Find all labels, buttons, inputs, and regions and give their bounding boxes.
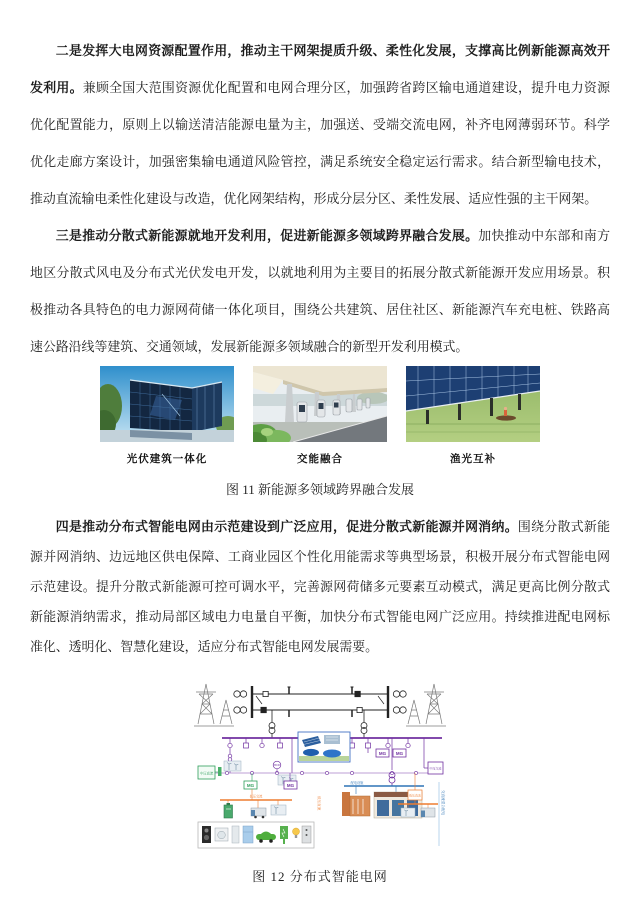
delivery-truck-icon: [421, 808, 435, 817]
bcr-converter-icon: [273, 761, 281, 773]
figure11-caption: 图 11 新能源多领域跨界融合发展: [225, 482, 415, 497]
paragraph-2-body: 兼顾全国大范围资源优化配置和电网合理分区，加强跨省跨区输电通道建设，提升电力资源优化配置能力，原则上以输送清洁能源电量为主，加强送、受端交流电网，补齐电网薄弱环节。科学优化走廊方案设计，加强密集输电通道风险管控，满足系统安全稳定运行需求。结合新型输电技术，推动直流输电柔性化建设与改造，优化网架结构，形成分层分区、柔性发展、适应性强的主干网架。: [30, 81, 611, 206]
meter-panel-icon: [302, 826, 311, 843]
paragraph-2: [30, 33, 610, 218]
fridge-icon: [243, 826, 253, 843]
svg-text:低压交流: 低压交流: [249, 794, 263, 799]
photo-fishery-solar: [406, 366, 540, 466]
washing-machine-icon: [215, 828, 228, 841]
transmission-tower-icon: [194, 684, 234, 726]
bipv-building-photo: [100, 366, 234, 442]
renewables-photo-box: [298, 732, 350, 762]
lv-dc-vertical-label: 低压直流: [317, 796, 321, 811]
transmission-lines: [234, 686, 406, 718]
svg-text:中压直流: 中压直流: [199, 771, 214, 776]
mv-ac-box: [428, 762, 443, 774]
wind-farm-photo-icon: [401, 808, 415, 817]
svg-text:MG: MG: [286, 783, 295, 788]
svg-text:MG: MG: [378, 751, 387, 756]
svg-text:中压交流: 中压交流: [429, 766, 442, 771]
transmission-tower-icon: [406, 684, 446, 726]
figure11-photo-row: [30, 366, 610, 466]
svg-text:MG: MG: [246, 783, 255, 788]
paragraph-3-lead: 三是推动分散式新能源就地开发利用，促进新能源多领域跨界融合发展。: [55, 229, 479, 243]
paragraph-3-body: 加快推动中东部和南方地区分散式风电及分布式光伏发电开发，以就地利用为主要目的拓展分散式新能源开发应用场景。积极推动各具特色的电力源网荷储一体化项目，围绕公共建筑、居住社区、新能源汽车充电桩、铁路高速公路沿线等建筑、交通领域，发展新能源多领域融合的新型开发利用模式。: [30, 229, 611, 354]
paragraph-4-body: 围绕分散式新能源并网消纳、边远地区供电保障、工商业园区个性化用能需求等典型场景，积极开展分布式智能电网示范建设。提升分散式新能源可控可调水平，完善源网荷储多元要素互动模式，满足更高比例分散式新能源消纳需求，推动局部区域电力电量自平衡，加快分布式智能电网广泛应用。持续推进配电网标准化、透明化、智慧化建设，适应分布式智能电网发展需要。: [30, 520, 611, 654]
delivery-truck-icon: [251, 808, 266, 818]
fishery-solar-photo: [406, 366, 540, 442]
battery-storage-icon: [224, 803, 233, 818]
ac-unit-icon: [232, 826, 239, 843]
svg-text:BCR: BCR: [274, 764, 280, 768]
photo-charging: [253, 366, 387, 466]
microgrid-box: [376, 749, 406, 757]
ev-charging-station-photo: [253, 366, 387, 442]
paragraph-4: [30, 512, 610, 662]
photo-caption-charging: 交能融合: [297, 453, 343, 465]
distributed-smart-grid-diagram: [192, 678, 448, 854]
paragraph-2-lead: 二是发挥大电网资源配置作用，推动主干网架提质升级、柔性化发展，支撑高比例新能源高效开发利用。: [30, 44, 610, 95]
photo-caption-fishery: 渔光互补: [450, 453, 496, 465]
svg-text:MG: MG: [395, 751, 404, 756]
svg-text:低压直流: 低压直流: [408, 793, 422, 798]
photo-caption-bipv: 光伏建筑一体化: [126, 453, 208, 465]
mv-interconnection: [214, 771, 440, 774]
wind-farm-photo-icon: [271, 805, 286, 815]
photo-bipv: [100, 366, 234, 466]
mv-dc-box: [198, 766, 222, 779]
figure12: [30, 678, 610, 859]
hybrid-zone-label: 交直流混合配电: [441, 790, 445, 816]
building-icon: [342, 792, 370, 816]
wind-farm-photo-icon: [224, 761, 241, 771]
home-loads-strip: [198, 822, 314, 848]
paragraph-3: [30, 218, 610, 366]
speaker-icon: [202, 826, 211, 843]
svg-text:配电设施: 配电设施: [350, 781, 364, 785]
paragraph-4-lead: 四是推动分布式智能电网由示范建设到广泛应用，促进分散式新能源并网消纳。: [55, 520, 518, 534]
figure12-caption: 图 12 分布式智能电网: [252, 869, 388, 884]
